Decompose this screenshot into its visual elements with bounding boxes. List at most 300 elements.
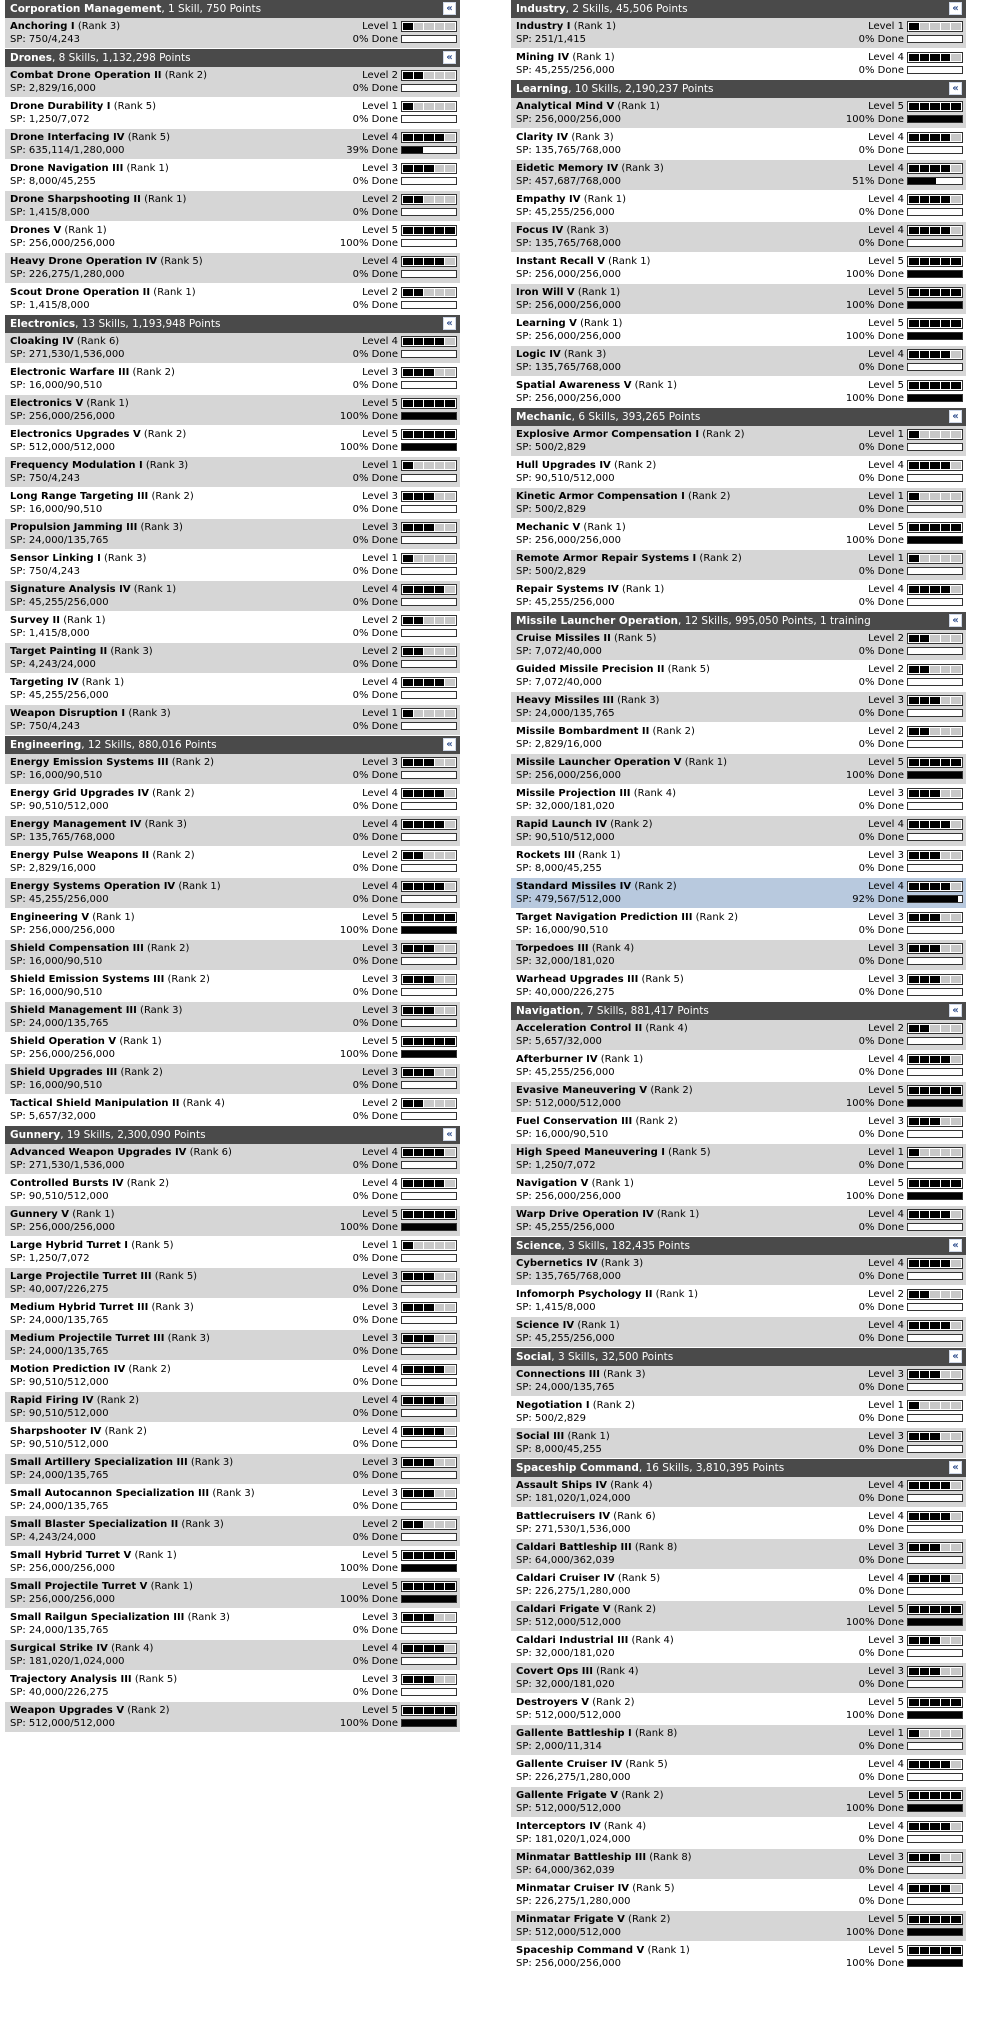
skill-group-mechanic — [511, 408, 966, 612]
skill-level: Level 4 — [362, 1364, 398, 1375]
skill-row[interactable] — [511, 49, 966, 80]
skill-row[interactable] — [511, 971, 966, 1002]
level-box — [435, 976, 445, 983]
skill-row[interactable] — [511, 18, 966, 49]
skill-row[interactable] — [511, 1113, 966, 1144]
skill-row[interactable] — [511, 1144, 966, 1175]
skill-row[interactable] — [5, 550, 460, 581]
skill-row[interactable] — [511, 878, 966, 909]
training-progress — [907, 1068, 963, 1076]
skill-name — [516, 131, 614, 144]
skill-rank: (Rank 3) — [603, 1369, 646, 1380]
collapse-icon[interactable]: « — [949, 1004, 962, 1017]
group-header[interactable] — [511, 1002, 966, 1020]
skill-row[interactable] — [511, 1539, 966, 1570]
skill-points: SP: 271,530/1,536,000 — [10, 1160, 125, 1171]
level-box — [445, 790, 455, 797]
training-progress — [907, 1303, 963, 1311]
skill-points: SP: 90,510/512,000 — [10, 1439, 109, 1450]
skill-row[interactable] — [5, 705, 460, 736]
skill-row[interactable] — [511, 1286, 966, 1317]
skill-rank: (Rank 3) — [77, 21, 121, 32]
level-boxes — [907, 1369, 963, 1380]
skill-title: Caldari Frigate V — [516, 1604, 611, 1615]
skill-rank: (Rank 5) — [160, 256, 203, 267]
level-box — [951, 196, 961, 203]
group-header[interactable] — [511, 80, 966, 98]
skill-row[interactable] — [511, 1911, 966, 1942]
skill-row[interactable] — [511, 1694, 966, 1725]
skill-title: Negotiation I — [516, 1400, 590, 1411]
skill-row[interactable] — [511, 940, 966, 971]
skill-row[interactable] — [511, 550, 966, 581]
training-progress — [401, 1050, 457, 1058]
skill-row[interactable] — [5, 612, 460, 643]
level-box — [403, 1180, 413, 1187]
collapse-icon[interactable]: « — [949, 1461, 962, 1474]
skill-row[interactable] — [5, 129, 460, 160]
skill-row[interactable] — [511, 129, 966, 160]
skill-name — [10, 849, 195, 862]
skill-name — [516, 1944, 690, 1957]
skill-row[interactable] — [5, 1578, 460, 1609]
skill-points: SP: 226,275/1,280,000 — [516, 1772, 631, 1783]
skill-row[interactable] — [5, 1033, 460, 1064]
skill-title: Acceleration Control II — [516, 1023, 643, 1034]
skill-row[interactable] — [511, 1366, 966, 1397]
level-box — [403, 1273, 413, 1280]
collapse-icon[interactable]: « — [949, 1239, 962, 1252]
level-boxes — [401, 943, 457, 954]
level-box — [909, 1433, 919, 1440]
skill-row[interactable] — [5, 1640, 460, 1671]
skill-name — [516, 1758, 668, 1771]
level-box — [403, 1149, 413, 1156]
level-box — [951, 258, 961, 265]
training-progress-fill — [908, 1712, 962, 1718]
collapse-icon[interactable]: « — [949, 82, 962, 95]
skill-rank: (Rank 1) — [591, 1178, 634, 1189]
level-box — [414, 196, 424, 203]
skill-row[interactable] — [5, 674, 460, 705]
level-box — [951, 728, 961, 735]
level-box — [403, 1645, 413, 1652]
skill-row[interactable] — [511, 1082, 966, 1113]
skill-done: 0% Done — [858, 1834, 904, 1845]
training-progress-fill — [402, 444, 456, 450]
group-title: Mechanic — [516, 411, 572, 423]
level-box — [403, 555, 413, 562]
skill-row[interactable] — [5, 971, 460, 1002]
skill-row[interactable] — [5, 426, 460, 457]
skill-row[interactable] — [511, 98, 966, 129]
skill-row[interactable] — [5, 284, 460, 315]
level-box — [909, 1149, 919, 1156]
skill-row[interactable] — [5, 581, 460, 612]
skill-row[interactable] — [5, 1002, 460, 1033]
skill-row[interactable] — [5, 1454, 460, 1485]
skill-row[interactable] — [5, 785, 460, 816]
skill-row[interactable] — [511, 1175, 966, 1206]
level-box — [445, 72, 455, 79]
level-box — [424, 1707, 434, 1714]
skill-row[interactable] — [511, 630, 966, 661]
skill-row[interactable] — [5, 457, 460, 488]
skill-name — [516, 1146, 711, 1159]
skill-name — [10, 942, 189, 955]
skill-row[interactable] — [511, 816, 966, 847]
skill-row[interactable] — [5, 18, 460, 49]
level-box — [941, 23, 951, 30]
group-header[interactable] — [511, 408, 966, 426]
skill-row[interactable] — [511, 1756, 966, 1787]
skill-row[interactable] — [511, 723, 966, 754]
collapse-icon[interactable]: « — [949, 2, 962, 15]
skill-title: Battlecruisers IV — [516, 1511, 611, 1522]
skill-row[interactable] — [511, 346, 966, 377]
level-box — [403, 1335, 413, 1342]
level-box — [414, 1366, 424, 1373]
training-progress — [907, 802, 963, 810]
level-box — [424, 462, 434, 469]
training-progress — [401, 301, 457, 309]
skill-done: 0% Done — [352, 987, 398, 998]
level-box — [414, 338, 424, 345]
group-title: Learning — [516, 83, 569, 95]
skill-row[interactable] — [5, 1175, 460, 1206]
collapse-icon[interactable]: « — [443, 738, 456, 751]
collapse-icon[interactable]: « — [443, 2, 456, 15]
skill-title: Cloaking IV — [10, 336, 74, 347]
skill-row[interactable] — [511, 1880, 966, 1911]
group-header[interactable] — [511, 1237, 966, 1255]
training-progress — [907, 332, 963, 340]
skill-row[interactable] — [511, 1020, 966, 1051]
group-header[interactable] — [5, 736, 460, 754]
training-progress-fill — [402, 147, 423, 153]
skill-points: SP: 90,510/512,000 — [10, 1191, 109, 1202]
level-boxes — [401, 1705, 457, 1716]
training-progress — [401, 35, 457, 43]
skill-name — [516, 1913, 670, 1926]
level-box — [909, 728, 919, 735]
skill-row[interactable] — [511, 519, 966, 550]
skill-row[interactable] — [5, 940, 460, 971]
skill-done: 0% Done — [352, 1315, 398, 1326]
skill-row[interactable] — [5, 1361, 460, 1392]
skill-row[interactable] — [5, 98, 460, 129]
skill-row[interactable] — [511, 1428, 966, 1459]
level-box — [403, 1069, 413, 1076]
skill-row[interactable] — [5, 67, 460, 98]
level-boxes — [907, 1085, 963, 1096]
skill-level: Level 1 — [868, 1728, 904, 1739]
skill-level: Level 3 — [868, 943, 904, 954]
level-boxes — [401, 1178, 457, 1189]
group-header[interactable] — [511, 1348, 966, 1366]
skill-done: 0% Done — [858, 1222, 904, 1233]
training-progress — [401, 926, 457, 934]
skill-row[interactable] — [511, 426, 966, 457]
skill-row[interactable] — [5, 1392, 460, 1423]
group-header[interactable] — [511, 1459, 966, 1477]
skill-row[interactable] — [5, 909, 460, 940]
level-box — [445, 852, 455, 859]
skill-title: Controlled Bursts IV — [10, 1178, 124, 1189]
skill-row[interactable] — [5, 1609, 460, 1640]
skill-level: Level 4 — [868, 1258, 904, 1269]
skill-title: Small Autocannon Specialization III — [10, 1488, 210, 1499]
level-boxes — [907, 1431, 963, 1442]
level-box — [920, 320, 930, 327]
collapse-icon[interactable]: « — [443, 317, 456, 330]
skill-row[interactable] — [511, 457, 966, 488]
skill-title: Trajectory Analysis III — [10, 1674, 132, 1685]
training-progress — [907, 1928, 963, 1936]
skill-level: Level 4 — [362, 1147, 398, 1158]
skill-row[interactable] — [5, 1144, 460, 1175]
skill-name — [516, 1084, 693, 1097]
skill-title: Logic IV — [516, 349, 561, 360]
level-box — [445, 1397, 455, 1404]
skill-row[interactable] — [5, 878, 460, 909]
skill-level: Level 5 — [868, 1945, 904, 1956]
skill-rank: (Rank 4) — [596, 1666, 639, 1677]
skill-row[interactable] — [5, 364, 460, 395]
skill-name — [516, 490, 730, 503]
skill-row[interactable] — [511, 1317, 966, 1348]
skill-row[interactable] — [511, 1397, 966, 1428]
skill-name — [10, 521, 183, 534]
skill-row[interactable] — [511, 1477, 966, 1508]
skill-row[interactable] — [5, 1485, 460, 1516]
skill-points: SP: 16,000/90,510 — [10, 987, 103, 998]
level-box — [445, 1304, 455, 1311]
level-box — [920, 1180, 930, 1187]
skill-row[interactable] — [511, 1849, 966, 1880]
skill-row[interactable] — [511, 253, 966, 284]
skill-level: Level 4 — [868, 819, 904, 830]
skill-row[interactable] — [511, 909, 966, 940]
skill-row[interactable] — [5, 1547, 460, 1578]
skill-row[interactable] — [511, 1663, 966, 1694]
skill-row[interactable] — [511, 284, 966, 315]
skill-row[interactable] — [511, 1206, 966, 1237]
skill-done: 100% Done — [845, 1927, 904, 1938]
group-header[interactable] — [5, 315, 460, 333]
skill-row[interactable] — [5, 1702, 460, 1733]
level-box — [909, 697, 919, 704]
skill-row[interactable] — [5, 253, 460, 284]
skill-row[interactable] — [5, 1268, 460, 1299]
skill-row[interactable] — [511, 1508, 966, 1539]
group-summary: , 16 Skills, 3,810,395 Points — [638, 1462, 785, 1474]
skill-row[interactable] — [5, 1237, 460, 1268]
skill-level: Level 3 — [362, 163, 398, 174]
level-box — [445, 1180, 455, 1187]
skill-row[interactable] — [511, 1570, 966, 1601]
training-progress — [907, 239, 963, 247]
skill-level: Level 4 — [868, 163, 904, 174]
group-header[interactable] — [511, 612, 966, 630]
level-box — [930, 1668, 940, 1675]
skill-row[interactable] — [511, 315, 966, 346]
level-box — [930, 1149, 940, 1156]
level-box — [941, 759, 951, 766]
skill-row[interactable] — [5, 333, 460, 364]
skill-row[interactable] — [511, 1942, 966, 1973]
group-header[interactable] — [5, 1126, 460, 1144]
level-box — [445, 1069, 455, 1076]
skill-rank: (Rank 1) — [656, 1209, 700, 1220]
skill-row[interactable] — [5, 1423, 460, 1454]
skill-row[interactable] — [511, 488, 966, 519]
level-box — [435, 852, 445, 859]
group-title: Missile Launcher Operation — [516, 615, 679, 627]
skill-row[interactable] — [5, 1299, 460, 1330]
skill-row[interactable] — [5, 1671, 460, 1702]
training-progress — [907, 1866, 963, 1874]
skill-row[interactable] — [511, 1725, 966, 1756]
level-box — [414, 976, 424, 983]
skill-row[interactable] — [511, 847, 966, 878]
skill-row[interactable] — [511, 692, 966, 723]
skill-row[interactable] — [5, 754, 460, 785]
skill-level: Level 3 — [868, 695, 904, 706]
level-box — [424, 400, 434, 407]
skill-row[interactable] — [511, 1632, 966, 1663]
group-summary: , 12 Skills, 995,050 Points, 1 training — [678, 615, 871, 627]
skill-row[interactable] — [5, 1330, 460, 1361]
skill-row[interactable] — [511, 191, 966, 222]
skill-name — [516, 1479, 653, 1492]
level-box — [920, 258, 930, 265]
level-box — [424, 648, 434, 655]
group-header[interactable] — [511, 0, 966, 18]
skill-row[interactable] — [5, 222, 460, 253]
skill-row[interactable] — [5, 160, 460, 191]
skill-row[interactable] — [511, 377, 966, 408]
skill-row[interactable] — [511, 1787, 966, 1818]
skill-row[interactable] — [511, 1051, 966, 1082]
level-box — [424, 103, 434, 110]
skill-points: SP: 7,072/40,000 — [516, 677, 602, 688]
skill-points: SP: 135,765/768,000 — [516, 362, 621, 373]
level-box — [909, 134, 919, 141]
skill-points: SP: 5,657/32,000 — [516, 1036, 602, 1047]
skill-row[interactable] — [511, 1818, 966, 1849]
skill-row[interactable] — [5, 847, 460, 878]
skill-rank: (Rank 3) — [190, 1457, 234, 1468]
skill-row[interactable] — [5, 643, 460, 674]
level-box — [920, 1730, 930, 1737]
skill-row[interactable] — [5, 395, 460, 426]
level-boxes — [907, 256, 963, 267]
skill-row[interactable] — [511, 222, 966, 253]
training-progress — [907, 678, 963, 686]
skill-row[interactable] — [5, 191, 460, 222]
skill-title: Heavy Drone Operation IV — [10, 256, 158, 267]
skill-row[interactable] — [511, 785, 966, 816]
training-progress — [401, 350, 457, 358]
level-boxes — [907, 1697, 963, 1708]
level-box — [951, 1482, 961, 1489]
skill-done: 0% Done — [858, 1302, 904, 1313]
skill-points: SP: 256,000/256,000 — [516, 770, 621, 781]
level-box — [920, 54, 930, 61]
skill-row[interactable] — [511, 581, 966, 612]
training-progress — [401, 864, 457, 872]
skill-row[interactable] — [5, 1516, 460, 1547]
skill-done: 0% Done — [352, 176, 398, 187]
level-box — [909, 320, 919, 327]
skill-row[interactable] — [511, 1601, 966, 1632]
skill-name — [10, 1518, 224, 1531]
skill-row[interactable] — [511, 661, 966, 692]
skill-row[interactable] — [511, 1255, 966, 1286]
level-boxes — [907, 1604, 963, 1615]
level-box — [403, 258, 413, 265]
skill-done: 0% Done — [352, 504, 398, 515]
level-box — [445, 1583, 455, 1590]
group-summary: , 2 Skills, 45,506 Points — [565, 3, 688, 15]
level-box — [909, 1792, 919, 1799]
skill-rank: (Rank 1) — [608, 256, 651, 267]
skill-row[interactable] — [511, 160, 966, 191]
skill-row[interactable] — [5, 519, 460, 550]
level-box — [930, 1854, 940, 1861]
skill-done: 0% Done — [352, 1408, 398, 1419]
collapse-icon[interactable]: « — [443, 51, 456, 64]
level-box — [920, 1947, 930, 1954]
level-box — [920, 1291, 930, 1298]
level-box — [941, 1730, 951, 1737]
skill-level: Level 4 — [868, 132, 904, 143]
level-box — [951, 462, 961, 469]
skill-rank: (Rank 5) — [131, 1240, 174, 1251]
skill-title: Evasive Maneuvering V — [516, 1085, 648, 1096]
level-boxes — [401, 1612, 457, 1623]
level-box — [941, 1761, 951, 1768]
skill-title: Assault Ships IV — [516, 1480, 608, 1491]
skill-title: Missile Bombardment II — [516, 726, 650, 737]
level-box — [424, 1552, 434, 1559]
skill-row[interactable] — [5, 816, 460, 847]
level-box — [435, 1459, 445, 1466]
skill-row[interactable] — [5, 1095, 460, 1126]
skill-level: Level 5 — [362, 1705, 398, 1716]
skill-row[interactable] — [5, 1206, 460, 1237]
level-boxes — [401, 460, 457, 471]
skill-done: 0% Done — [858, 566, 904, 577]
level-box — [920, 586, 930, 593]
skill-row[interactable] — [511, 754, 966, 785]
level-box — [445, 1007, 455, 1014]
skill-name — [10, 335, 119, 348]
training-progress — [907, 926, 963, 934]
group-header[interactable] — [5, 49, 460, 67]
skill-done: 100% Done — [339, 442, 398, 453]
collapse-icon[interactable]: « — [949, 1350, 962, 1363]
skill-row[interactable] — [5, 1064, 460, 1095]
skill-row[interactable] — [5, 488, 460, 519]
collapse-icon[interactable]: « — [949, 410, 962, 423]
collapse-icon[interactable]: « — [443, 1128, 456, 1141]
level-box — [930, 1025, 940, 1032]
group-header[interactable] — [5, 0, 460, 18]
training-progress — [907, 474, 963, 482]
collapse-icon[interactable]: « — [949, 614, 962, 627]
